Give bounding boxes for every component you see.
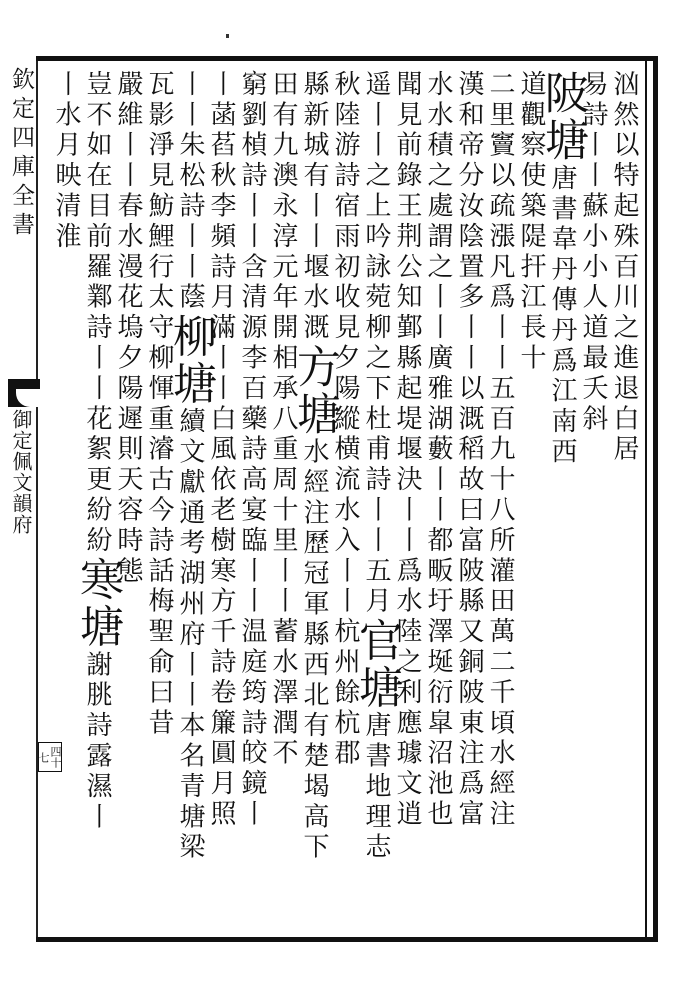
ink-speck — [226, 34, 229, 38]
text-column — [141, 70, 177, 932]
margin-column — [4, 61, 36, 937]
column-text: 縣新城有丨丨堰水溉 — [299, 70, 329, 344]
entry-heading: 官塘 — [351, 617, 402, 712]
column-text: 秋陸游詩宿雨初收見夕陽縱横流水入丨丨 — [330, 70, 360, 618]
frame-left-border — [36, 61, 38, 937]
text-column — [234, 70, 270, 932]
column-text: 丨菡萏秋李頻詩月滿丨丨白風依老樹寒方千詩卷簾圓月照 — [206, 70, 236, 830]
frame-bottom-border — [36, 937, 658, 942]
column-text: 相承八重周十里丨丨蓄水澤潤不 — [268, 343, 298, 770]
text-column — [203, 70, 239, 932]
text-column — [165, 70, 216, 932]
column-text: 汹然以特起殊百川之進退白居 — [609, 70, 639, 466]
column-text: 太守柳惲重濬古今詩話梅聖俞曰昔 — [144, 282, 174, 739]
column-text: 丨丨朱松詩丨丨蔭 — [175, 70, 205, 314]
column-text: 丨水月映清淮 — [51, 70, 81, 253]
column-text: 嚴維丨丨春水漫花塢夕陽遲則天容時態 — [113, 70, 143, 587]
frame-inner-right-border — [645, 61, 647, 937]
entry-heading: 寒塘 — [72, 556, 123, 651]
column-text: 田有九澳永淳元年開 — [268, 70, 298, 344]
column-text: 瓦影淨見魴鯉行 — [144, 70, 174, 283]
frame-right-border — [653, 56, 658, 942]
text-column — [48, 70, 84, 932]
text-column — [72, 70, 123, 932]
column-text: 水經注歷冠軍縣西北有楚堨高下 — [299, 437, 329, 864]
text-column — [451, 70, 487, 932]
text-column — [575, 70, 611, 932]
library-title: 欽定四庫全書 — [8, 67, 34, 241]
entry-heading: 方塘 — [289, 343, 340, 438]
frame-top-border — [36, 56, 658, 61]
text-column — [351, 70, 402, 932]
column-text: 豈不如在目前羅鄴詩丨丨花絮更紛紛 — [82, 70, 112, 557]
column-text: 杭州餘杭郡 — [330, 617, 360, 770]
text-column — [289, 70, 340, 932]
text-column — [110, 70, 146, 932]
column-text: 二里竇以疏漲凡爲丨丨五百九十八所灌田萬二千頃水經注 — [485, 70, 515, 830]
column-text: 道觀察使築隄扞江長十 — [516, 70, 546, 374]
column-text: 唐書地理志 — [361, 711, 391, 864]
text-column — [513, 70, 549, 932]
column-text: 唐書韋丹傳丹爲江南西 — [547, 164, 577, 468]
text-column — [482, 70, 518, 932]
column-text: 謝朓詩露濕丨 — [82, 650, 112, 833]
column-text: 漢和帝分汝陰置多丨丨以溉稻故曰富陂縣又銅陂東注爲富 — [454, 70, 484, 830]
column-text: 續文獻通考湖州府丨丨本名青塘梁 — [175, 407, 205, 864]
text-column — [389, 70, 425, 932]
column-text: 聞見前錄王荆公知鄞縣起堤堰決丨丨爲水陸之利應璩文逍 — [392, 70, 422, 830]
column-text: 水水積之處謂之丨丨廣雅湖藪丨丨都畈圩澤埏衍皐沼池也 — [423, 70, 453, 830]
text-column — [327, 70, 363, 932]
entry-heading: 陂塘 — [537, 70, 588, 164]
column-text: 遥丨丨之上吟詠菀柳之下杜甫詩丨丨五月 — [361, 70, 391, 618]
column-text: 窮劉楨詩丨丨含清源李百藥詩高宴臨丨丨温庭筠詩皎鏡丨 — [237, 70, 267, 830]
book-title: 御定佩文韻府 — [9, 409, 33, 535]
text-column — [537, 70, 588, 932]
text-column — [265, 70, 301, 932]
entry-heading: 柳塘 — [165, 313, 216, 408]
text-column — [420, 70, 456, 932]
page-number: 四十七 — [38, 742, 62, 772]
column-text: 易詩丨丨蘇小小人道最夭斜 — [578, 70, 608, 435]
text-column — [606, 70, 642, 932]
fish-tail-mark — [8, 379, 40, 407]
